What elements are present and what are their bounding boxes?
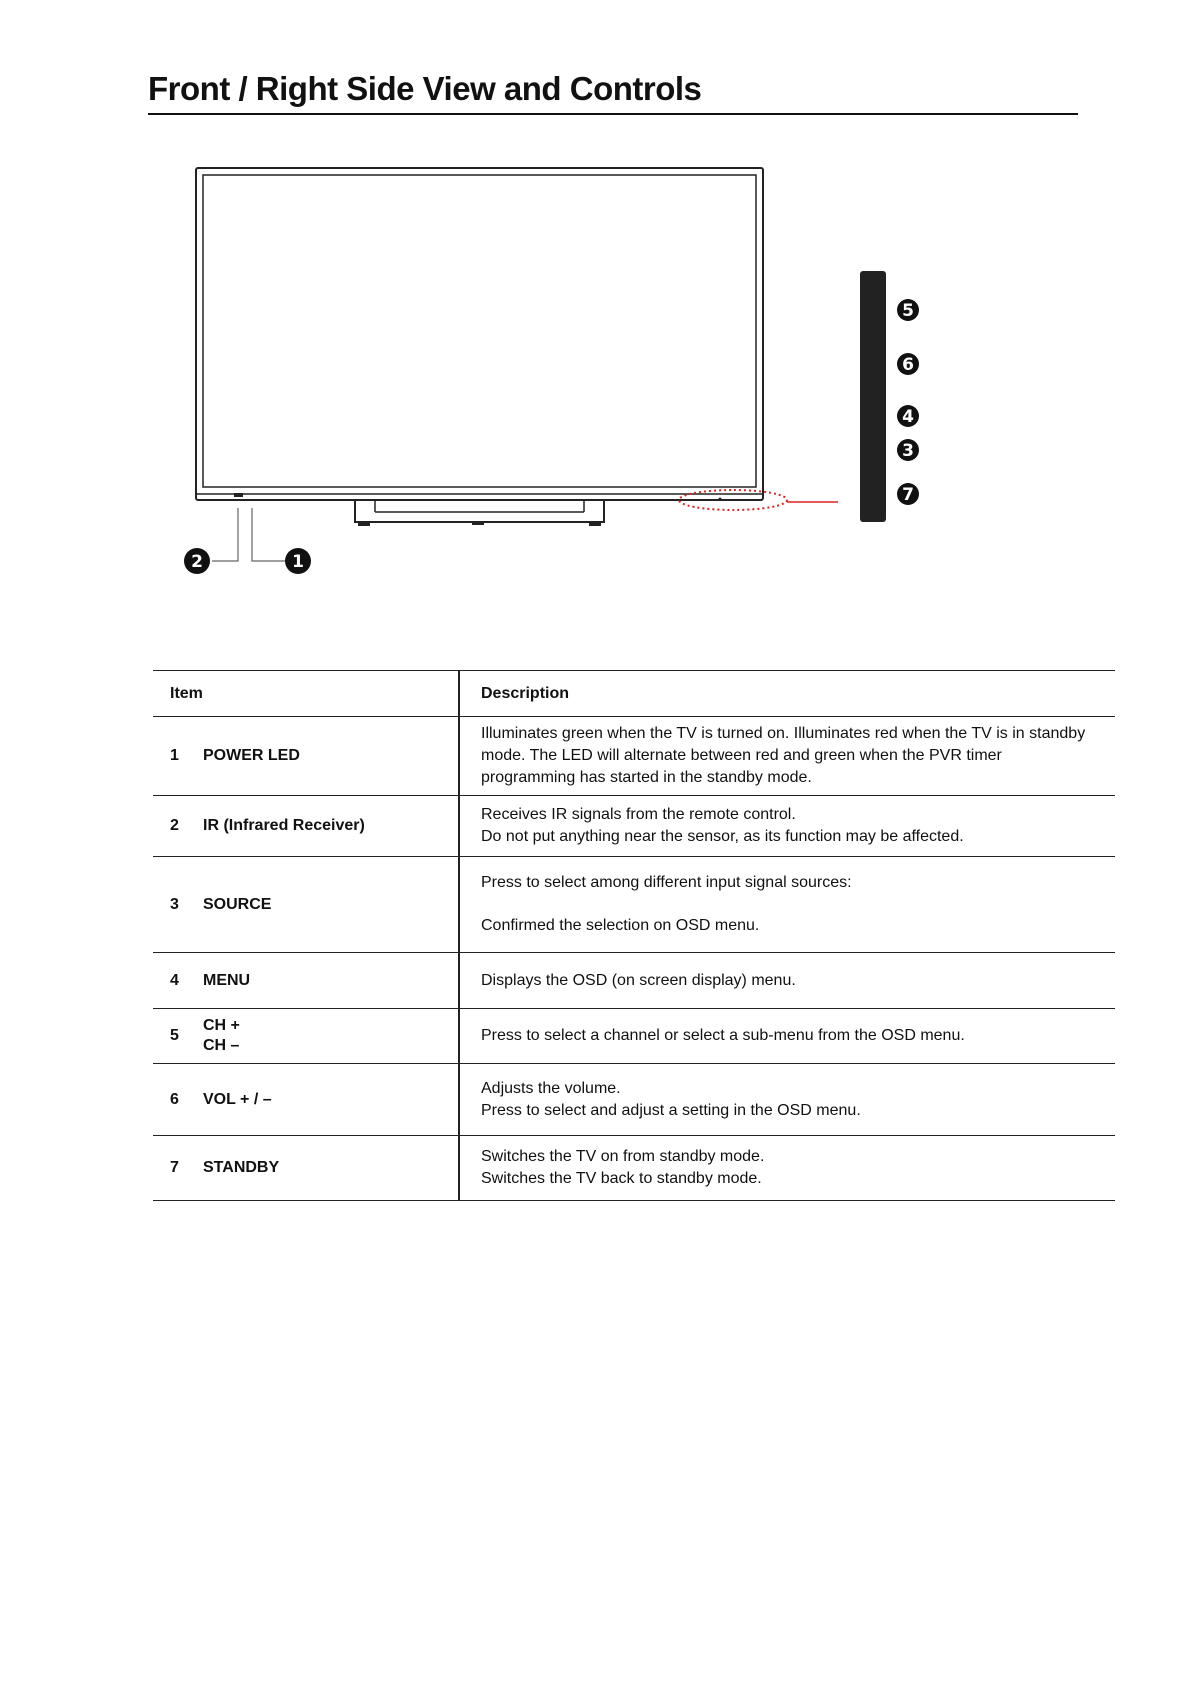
table-row: [153, 717, 1115, 796]
description-line: Switches the TV on from standby mode.: [481, 1148, 765, 1165]
header-description: Description: [459, 671, 1115, 717]
tv-stand-foot: [472, 522, 484, 525]
item-name: VOL + / –: [203, 1090, 272, 1108]
description-line: Adjusts the volume.: [481, 1079, 621, 1097]
callout-marker-label: 1: [292, 552, 304, 572]
description-line: Press to select among different input signal sources:: [481, 874, 852, 891]
ir-led-window: [234, 493, 243, 497]
item-number: 2: [170, 817, 179, 834]
description-line: Receives IR signals from the remote control.: [481, 806, 796, 823]
item-number: 5: [170, 1027, 179, 1044]
control-dot: [719, 498, 722, 501]
callout-marker: [897, 439, 919, 461]
table-row: [153, 1009, 1115, 1064]
description-line: Displays the OSD (on screen display) menu.: [481, 971, 796, 989]
tv-bezel: [196, 168, 763, 500]
tv-front-diagram: [0, 0, 1190, 620]
item-name: POWER LED: [203, 747, 300, 764]
description-line: mode. The LED will alternate between red and green when the PVR timer: [481, 747, 1002, 764]
description-line: Switches the TV back to standby mode.: [481, 1170, 762, 1187]
callout-marker: [897, 483, 919, 505]
callout-marker-label: 6: [902, 355, 914, 375]
callout-marker: [897, 299, 919, 321]
item-name-line: CH –: [203, 1037, 240, 1054]
leader-line-led: [252, 508, 285, 561]
callout-marker-label: 7: [902, 485, 914, 505]
header-item: Item: [153, 671, 459, 717]
callout-marker: [184, 548, 210, 574]
description-line: Do not put anything near the sensor, as its function may be affected.: [481, 828, 964, 845]
callout-marker-label: 2: [191, 552, 203, 572]
callout-marker: [285, 548, 311, 574]
callout-marker: [897, 353, 919, 375]
item-name: SOURCE: [203, 895, 272, 913]
item-number: 6: [170, 1090, 179, 1108]
table-row: [153, 953, 1115, 1009]
callout-marker-label: 3: [902, 441, 914, 461]
callout-marker: [897, 405, 919, 427]
item-number: 7: [170, 1159, 179, 1176]
item-number: 3: [170, 895, 179, 913]
tv-stand-foot: [358, 522, 370, 526]
description-line: programming has started in the standby mode.: [481, 769, 812, 786]
tv-stand-foot: [589, 522, 601, 526]
description-line: Confirmed the selection on OSD menu.: [481, 917, 760, 934]
side-control-panel: [860, 271, 886, 522]
table-row: [153, 1136, 1115, 1201]
table-row: [153, 796, 1115, 857]
description-line: Press to select and adjust a setting in the OSD menu.: [481, 1101, 861, 1119]
description-line: Press to select a channel or select a sub-menu from the OSD menu.: [481, 1027, 965, 1044]
leader-line-ir: [212, 508, 238, 561]
item-name: IR (Infrared Receiver): [203, 817, 365, 834]
table-row: [153, 1064, 1115, 1136]
item-name: MENU: [203, 971, 251, 989]
item-name: STANDBY: [203, 1159, 280, 1176]
table-header-row: [153, 671, 1115, 717]
tv-screen: [203, 175, 756, 487]
callout-marker-label: 4: [902, 407, 914, 427]
table-row: [153, 857, 1115, 953]
tv-stand: [355, 500, 604, 522]
controls-table: [153, 670, 1115, 1201]
item-number: 4: [170, 971, 179, 989]
item-name-line: CH +: [203, 1017, 240, 1034]
callout-marker-label: 5: [902, 301, 914, 321]
description-line: Illuminates green when the TV is turned on. Illuminates red when the TV is in standby: [481, 725, 1086, 742]
item-number: 1: [170, 747, 179, 764]
page-title: Front / Right Side View and Controls: [148, 70, 702, 107]
